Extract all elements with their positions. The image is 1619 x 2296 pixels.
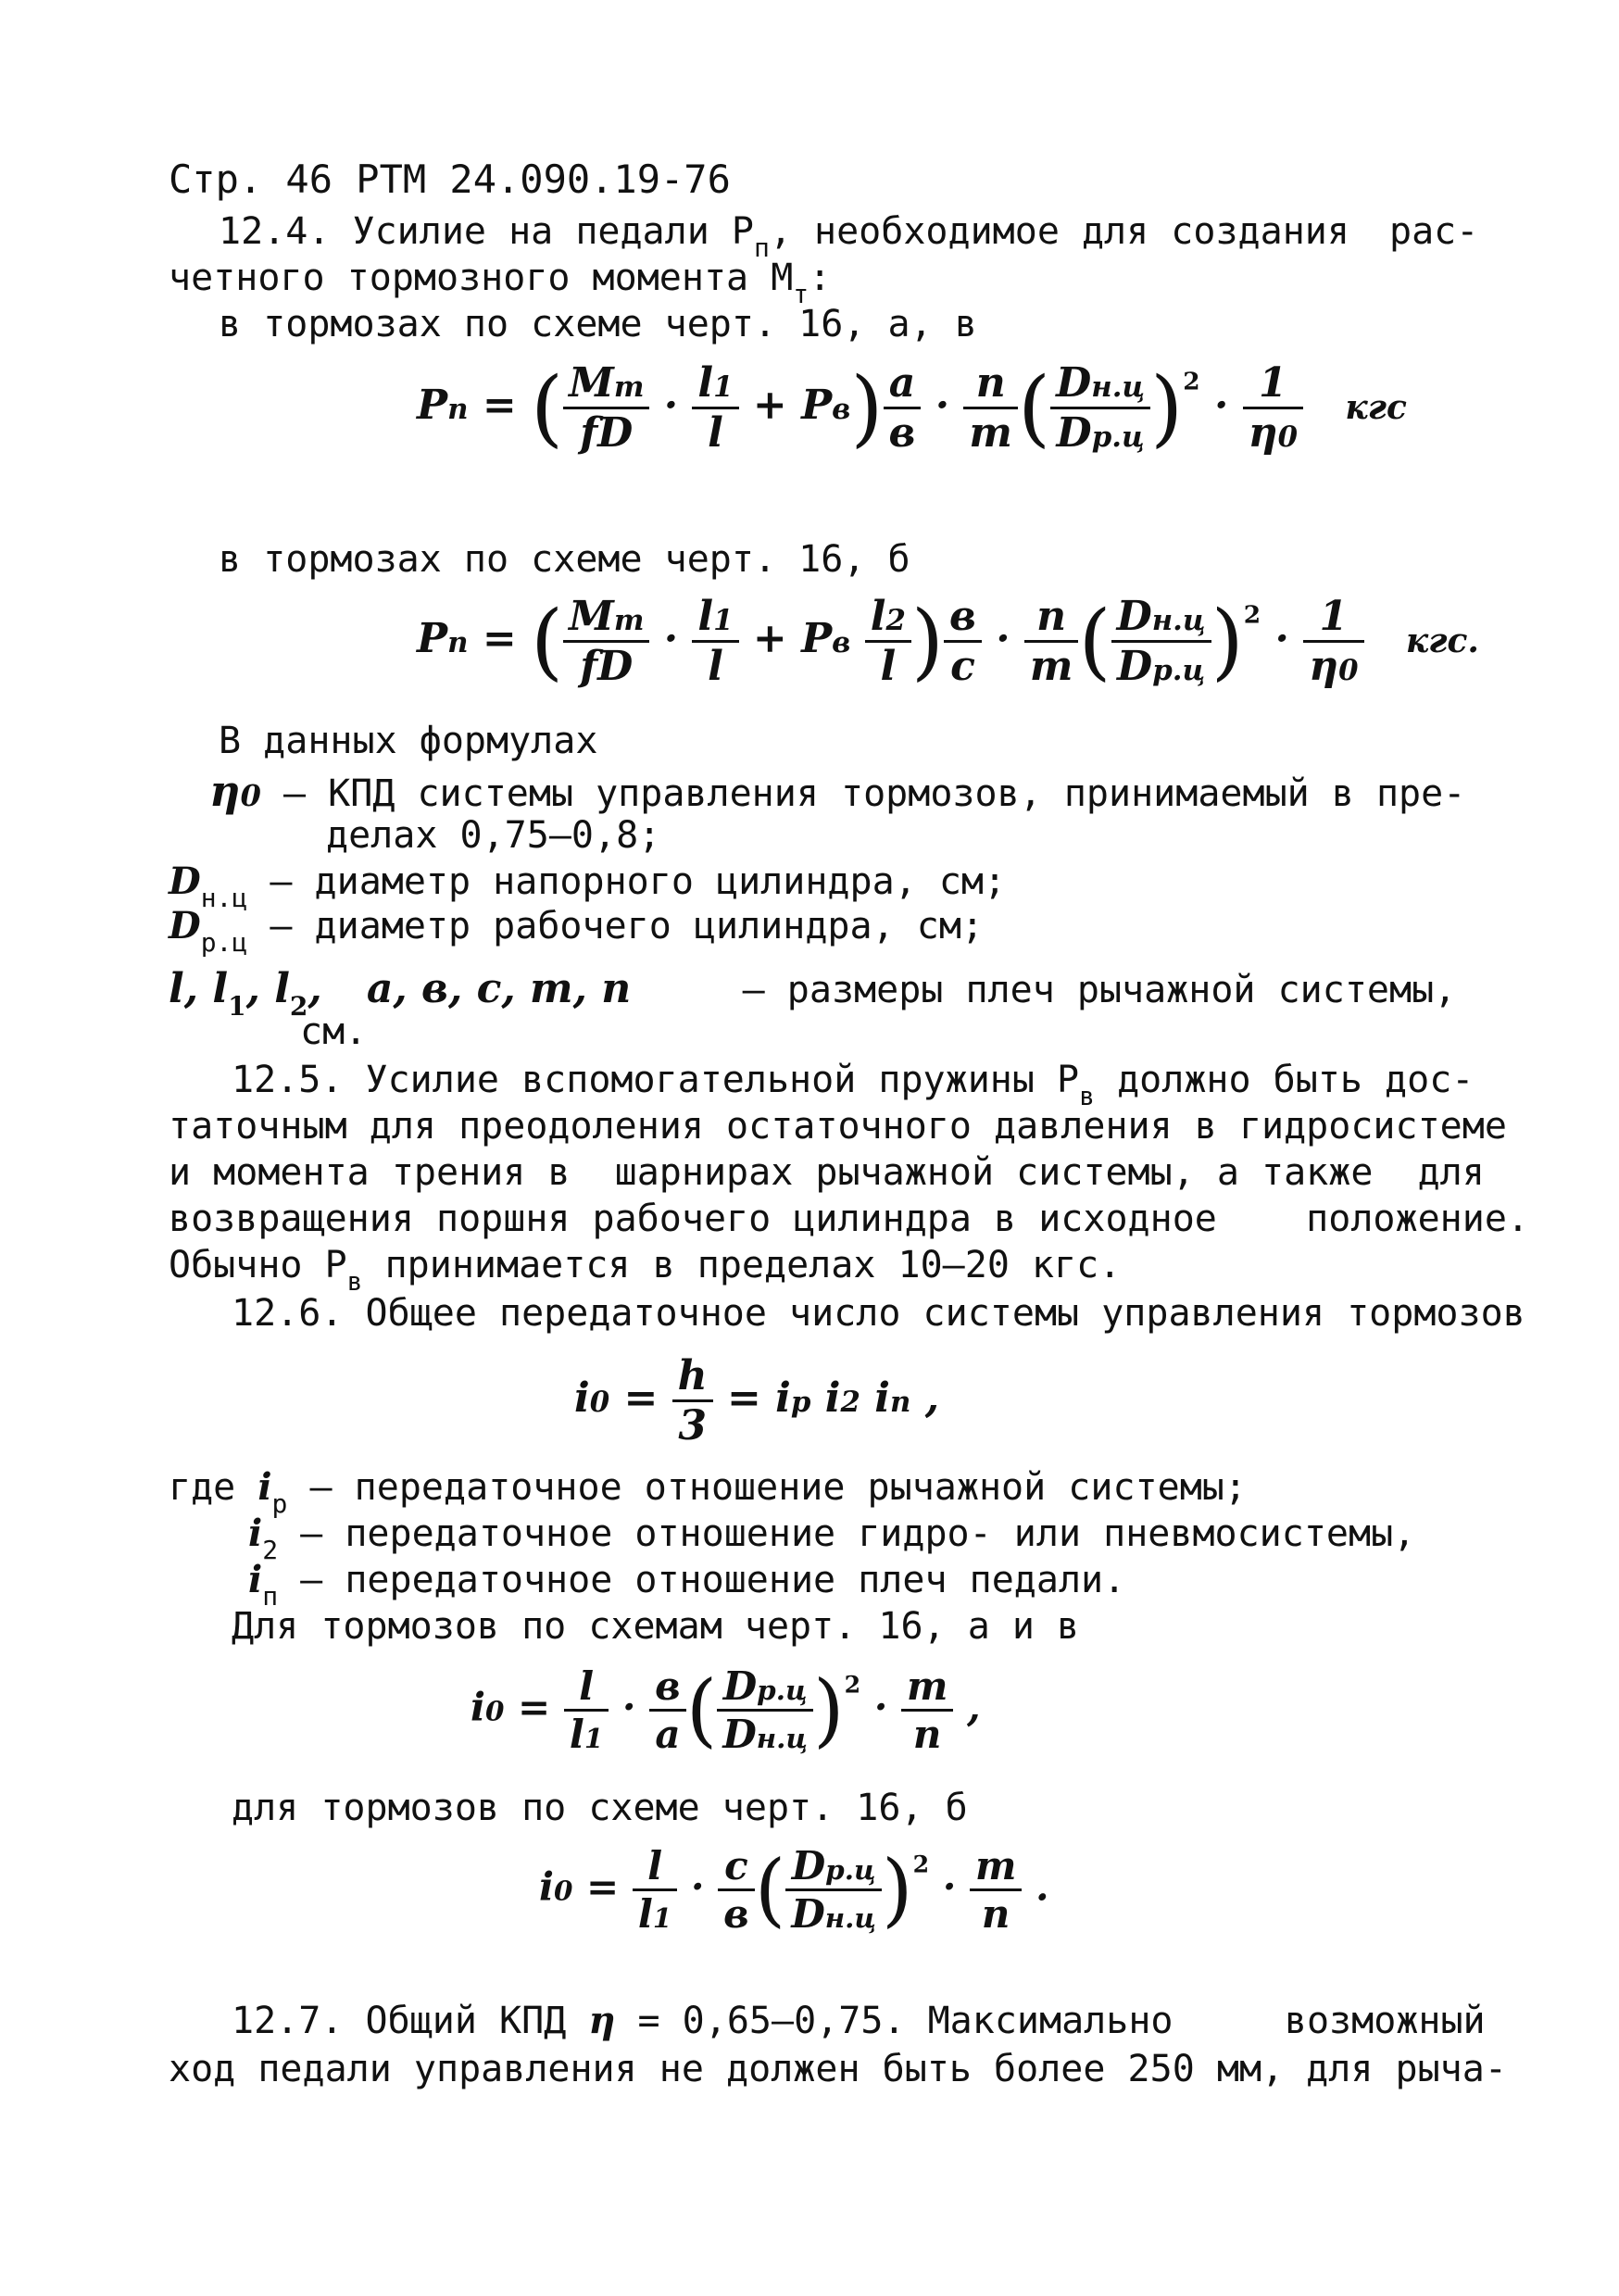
p126-i2: $i_2$ – передаточное отношение гидро- или пневмосистемы, xyxy=(248,1512,1416,1565)
p126-line-b: для тормозов по схеме черт. 16, б xyxy=(232,1787,968,1829)
p124-line1-right: рас- xyxy=(1389,210,1479,253)
page-header: Стр. 46 РТМ 24.090.19-76 xyxy=(169,157,731,202)
formula-total-ratio: i0 = $\frac{h}{3}$ = iр i2 iп , xyxy=(574,1352,940,1449)
p125-line5: Обычно $Р_в$ принимается в пределах 10–20 кгс. xyxy=(169,1244,1122,1297)
p124-line2: четного тормозного момента $М_т$: xyxy=(169,257,832,309)
formula-ratio-b: i0 = $\frac{l}{l1}$ · $\frac{c}{в}$ ( $\frac{Dр.ц}{Dн.ц}$ )$^2$ · $\frac{m}{n}$ . xyxy=(539,1843,1049,1937)
p124-line3: в тормозах по схеме черт. 16, а, в xyxy=(219,303,977,345)
legend-intro: В данных формулах xyxy=(219,720,598,762)
p125-line2: таточным для преодоления остаточного давления в гидросистеме xyxy=(169,1105,1507,1148)
formula-pedal-force-a-v: Pп = ( $\frac{Mт}{fD}$ · $\frac{l1}{l}$ + Pв) $\frac{a}{в}$ · $\frac{n}{m}$ ( $\frac{Dн.ц}{Dр.ц}$ )$^2$ · $\frac{1}{\eta 0}$ кгс xyxy=(417,359,1407,457)
p125-line3: и момента трения в шарнирах рычажной системы, а также для xyxy=(169,1151,1485,1194)
legend-dp: $D_{р.ц}$ – диаметр рабочего цилиндра, см; xyxy=(169,904,984,958)
legend-eta: η0 – КПД системы управления тормозов, принимаемый в пре- xyxy=(209,766,1466,816)
formula-ratio-a-v: i0 = $\frac{l}{l1}$ · $\frac{в}{a}$ ( $\frac{Dр.ц}{Dн.ц}$ )$^2$ · $\frac{m}{n}$ , xyxy=(471,1663,981,1757)
legend-eta-cont: делах 0,75–0,8; xyxy=(326,814,661,857)
p127-line2: ход педали управления не должен быть более 250 мм, для рыча- xyxy=(169,2048,1507,2090)
p124-line4: в тормозах по схеме черт. 16, б xyxy=(219,538,910,581)
p126-line1: 12.6. Общее передаточное число системы управления тормозов xyxy=(232,1292,1525,1335)
legend-lengths-unit: см. xyxy=(300,1010,368,1053)
p127-line1: 12.7. Общий КПД η = 0,65–0,75. Максимально возможный xyxy=(232,1999,1486,2042)
legend-lengths: l, $l_1$, $l_2$, a, в, c, m, n – размеры плеч рычажной системы, xyxy=(169,965,1457,1022)
p124-line1: 12.4. Усилие на педали $Р_п$, необходимое для создания xyxy=(219,210,1349,263)
p125-line4: возвращения поршня рабочего цилиндра в исходное положение. xyxy=(169,1198,1530,1240)
p125-line1: 12.5. Усилие вспомогательной пружины $Р_в$ должно быть дос- xyxy=(232,1059,1475,1111)
p126-line-av: Для тормозов по схемам черт. 16, а и в xyxy=(232,1605,1080,1648)
legend-dn: $D_{н.ц}$ – диаметр напорного цилиндра, см; xyxy=(169,859,1007,913)
p126-ip: где $i_р$ – передаточное отношение рычажной системы; xyxy=(169,1465,1247,1519)
p126-in: $i_п$ – передаточное отношение плеч педали. xyxy=(248,1558,1126,1612)
formula-pedal-force-b: Pп = ( $\frac{Mт}{fD}$ · $\frac{l1}{l}$ + Pв $\frac{l2}{l}$ ) $\frac{в}{c}$ · $\frac{n}{m}$ ( $\frac{Dн.ц}{Dр.ц}$ )$^2$ · $\frac{1}{\eta 0}$ кгс. xyxy=(417,593,1479,690)
